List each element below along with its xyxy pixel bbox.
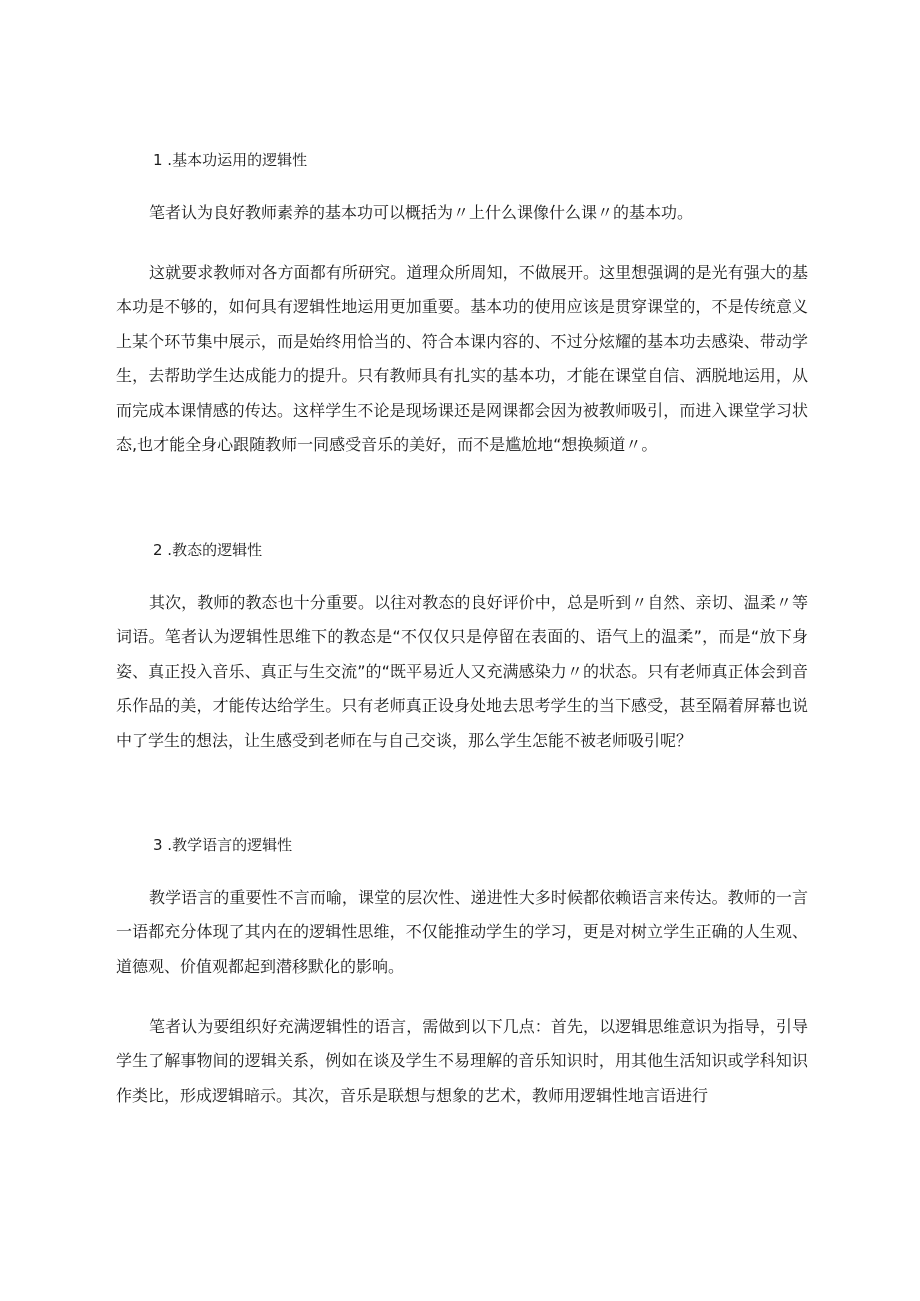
paragraph-3-1: 教学语言的重要性不言而喻，课堂的层次性、递进性大多时候都依赖语言来传达。教师的一言一语都充分体现了其内在的逻辑性思维，不仅能推动学生的学习，更是对树立学生正确的人生观、道德观、价值观都起到潜移默化的影响。 xyxy=(116,888,808,976)
paragraph-1-2: 这就要求教师对各方面都有所研究。道理众所周知，不做展开。这里想强调的是光有强大的基本功是不够的，如何具有逻辑性地运用更加重要。基本功的使用应该是贯穿课堂的，不是传统意义上某个环节集中展示，而是始终用恰当的、符合本课内容的、不过分炫耀的基本功去感染、带动学生，去帮助学生达成能力的提升。只有教师具有扎实的基本功，才能在课堂自信、洒脱地运用，从而完成本课情感的传达。这样学生不论是现场课还是网课都会因为被教师吸引，而进入课堂学习状态,也才能全身心跟随教师一同感受音乐的美好，而不是尴尬地“想换频道〃。 xyxy=(116,263,808,455)
paragraph-2-1: 其次，教师的教态也十分重要。以往对教态的良好评价中，总是听到〃自然、亲切、温柔〃等词语。笔者认为逻辑性思维下的教态是“不仅仅只是停留在表面的、语气上的温柔”，而是“放下身姿、真正投入音乐、真正与生交流”的“既平易近人又充满感染力〃的状态。只有老师真正体会到音乐作品的美，才能传达给学生。只有老师真正设身处地去思考学生的当下感受，甚至隔着屏幕也说中了学生的想法，让生感受到老师在与自己交谈，那么学生怎能不被老师吸引呢？ xyxy=(116,593,808,750)
paragraph-1-1: 笔者认为良好教师素养的基本功可以概括为〃上什么课像什么课〃的基本功。 xyxy=(149,203,694,222)
section-heading-2: 2 .教态的逻辑性 xyxy=(153,541,263,559)
paragraph-3-2: 笔者认为要组织好充满逻辑性的语言，需做到以下几点：首先，以逻辑思维意识为指导，引导学生了解事物间的逻辑关系，例如在谈及学生不易理解的音乐知识时，用其他生活知识或学科知识作类比，形成逻辑暗示。其次，音乐是联想与想象的艺术，教师用逻辑性地言语进行 xyxy=(116,1017,808,1105)
section-heading-3: 3 .教学语言的逻辑性 xyxy=(153,836,293,854)
section-heading-1: 1 .基本功运用的逻辑性 xyxy=(153,151,308,169)
